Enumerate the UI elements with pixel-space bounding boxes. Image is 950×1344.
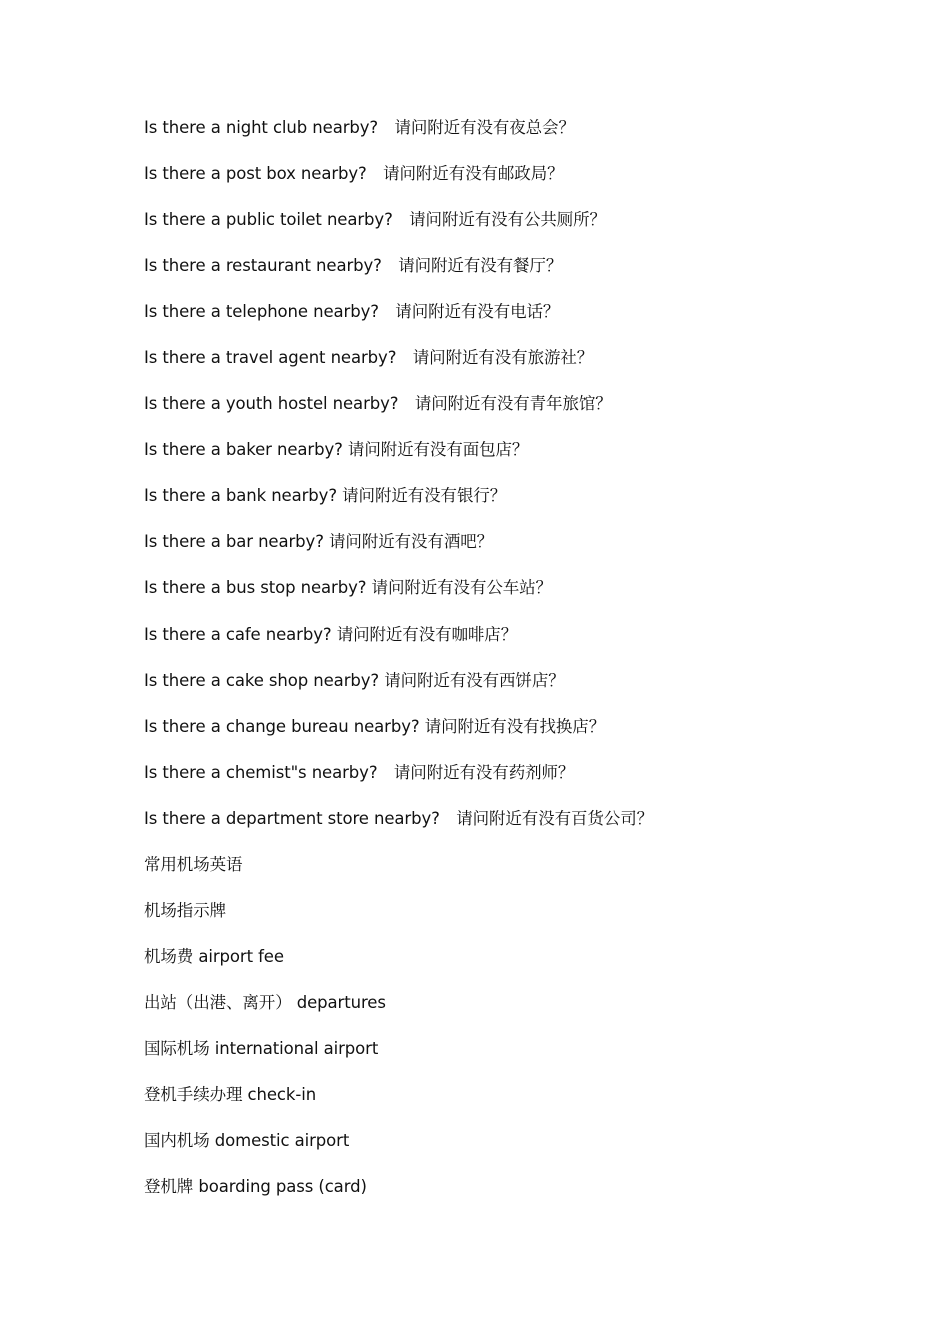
text-line: Is there a bank nearby? 请问附近有没有银行？ [144,486,507,506]
subsection-heading: 机场指示牌 [144,900,227,920]
text-line: 登机牌 boarding pass (card) [144,1177,367,1197]
text-line: Is there a cake shop nearby? 请问附近有没有西饼店？ [144,670,565,690]
text-line: Is there a telephone nearby? 请问附近有没有电话？ [144,302,560,322]
text-line: Is there a restaurant nearby? 请问附近有没有餐厅？ [144,256,563,276]
text-line: 出站（出港、离开） departures [144,992,386,1012]
text-line: Is there a cafe nearby? 请问附近有没有咖啡店？ [144,624,518,644]
text-line: Is there a baker nearby? 请问附近有没有面包店？ [144,440,529,460]
text-line: Is there a change bureau nearby? 请问附近有没有找换店？ [144,716,606,736]
text-line: Is there a department store nearby? 请问附近有没有百货公司？ [144,808,653,828]
section-heading: 常用机场英语 [144,854,243,874]
text-line: Is there a youth hostel nearby? 请问附近有没有青年旅馆？ [144,394,612,414]
text-line: Is there a night club nearby? 请问附近有没有夜总会？ [144,118,575,137]
text-line: 登机手续办理 check-in [144,1084,317,1104]
text-line: Is there a post box nearby? 请问附近有没有邮政局？ [144,164,564,184]
text-line: Is there a chemist"s nearby? 请问附近有没有药剂师？ [144,762,575,782]
text-line: 国际机场 international airport [144,1038,379,1058]
text-line: Is there a bus stop nearby? 请问附近有没有公车站？ [144,578,552,598]
text-line: Is there a public toilet nearby? 请问附近有没有公共厕所？ [144,210,606,230]
text-line: 机场费 airport fee [144,946,284,966]
text-line: 国内机场 domestic airport [144,1131,350,1151]
text-line: Is there a travel agent nearby? 请问附近有没有旅游社？ [144,348,594,368]
text-line: Is there a bar nearby? 请问附近有没有酒吧？ [144,532,494,552]
phrase-list [144,117,904,1222]
